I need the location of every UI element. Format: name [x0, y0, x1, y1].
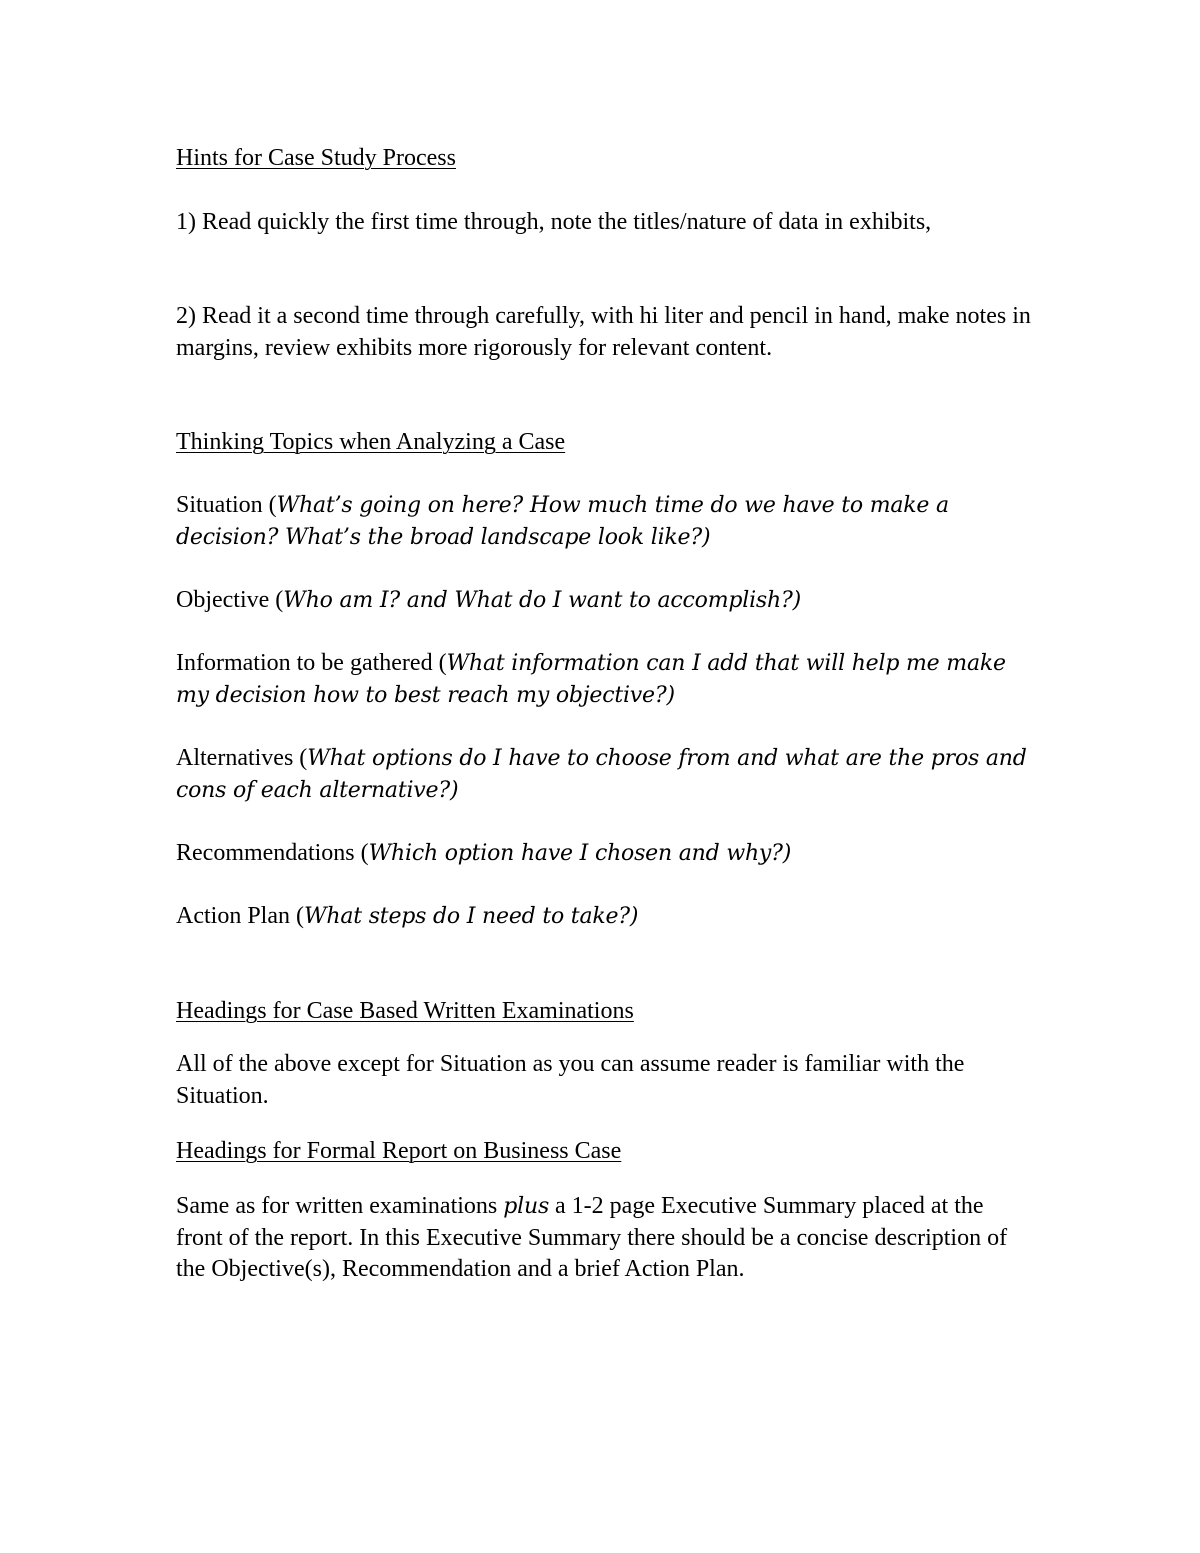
exams-heading: Headings for Case Based Written Examinations [176, 998, 634, 1024]
topic-label: Information to be gathered ( [176, 650, 447, 676]
hint-step-2: 2) Read it a second time through carefully, with hi liter and pencil in hand, make notes in margins, review exhibits more rigorously for relevant content. [176, 303, 1031, 361]
report-body-end: a 1-2 page Executive Summary placed at the front of the report. In this Executive Summary there should be a concise description of the Objective(s), Recommendation and a brief Action Plan. [176, 1193, 1008, 1282]
topic-situation [176, 490, 1036, 553]
report-body [176, 1191, 1036, 1286]
topic-question: Which option have I chosen and why?) [368, 841, 792, 866]
hints-heading: Hints for Case Study Process [176, 145, 456, 171]
topic-question: What information can I add that will help me make my decision how to best reach my objective?) [176, 651, 1006, 708]
topic-objective [176, 585, 1036, 617]
topic-label: Objective ( [176, 587, 284, 613]
hint-step-1: 1) Read quickly the first time through, note the titles/nature of data in exhibits, [176, 209, 932, 235]
topic-question: What’s going on here? How much time do we have to make a decision? What’s the broad landscape look like?) [176, 493, 949, 550]
topic-alternatives [176, 743, 1036, 806]
thinking-heading: Thinking Topics when Analyzing a Case [176, 429, 566, 455]
topic-information [176, 648, 1036, 711]
topic-question: What options do I have to choose from and what are the pros and cons of each alternative?) [176, 746, 1027, 803]
topic-question: Who am I? and What do I want to accomplish?) [283, 588, 801, 613]
topic-label: Alternatives ( [176, 745, 308, 771]
report-heading: Headings for Formal Report on Business Case [176, 1138, 622, 1164]
topic-recommendations [176, 838, 1036, 870]
topic-label: Situation ( [176, 492, 277, 518]
report-body-emphasis: plus [503, 1194, 550, 1219]
topic-question: What steps do I need to take?) [303, 904, 639, 929]
report-body-start: Same as for written examinations [176, 1193, 504, 1219]
topic-label: Action Plan ( [176, 903, 304, 929]
topic-label: Recommendations ( [176, 840, 369, 866]
topic-action-plan [176, 901, 1036, 933]
exams-body: All of the above except for Situation as you can assume reader is familiar with the Situation. [176, 1051, 965, 1109]
